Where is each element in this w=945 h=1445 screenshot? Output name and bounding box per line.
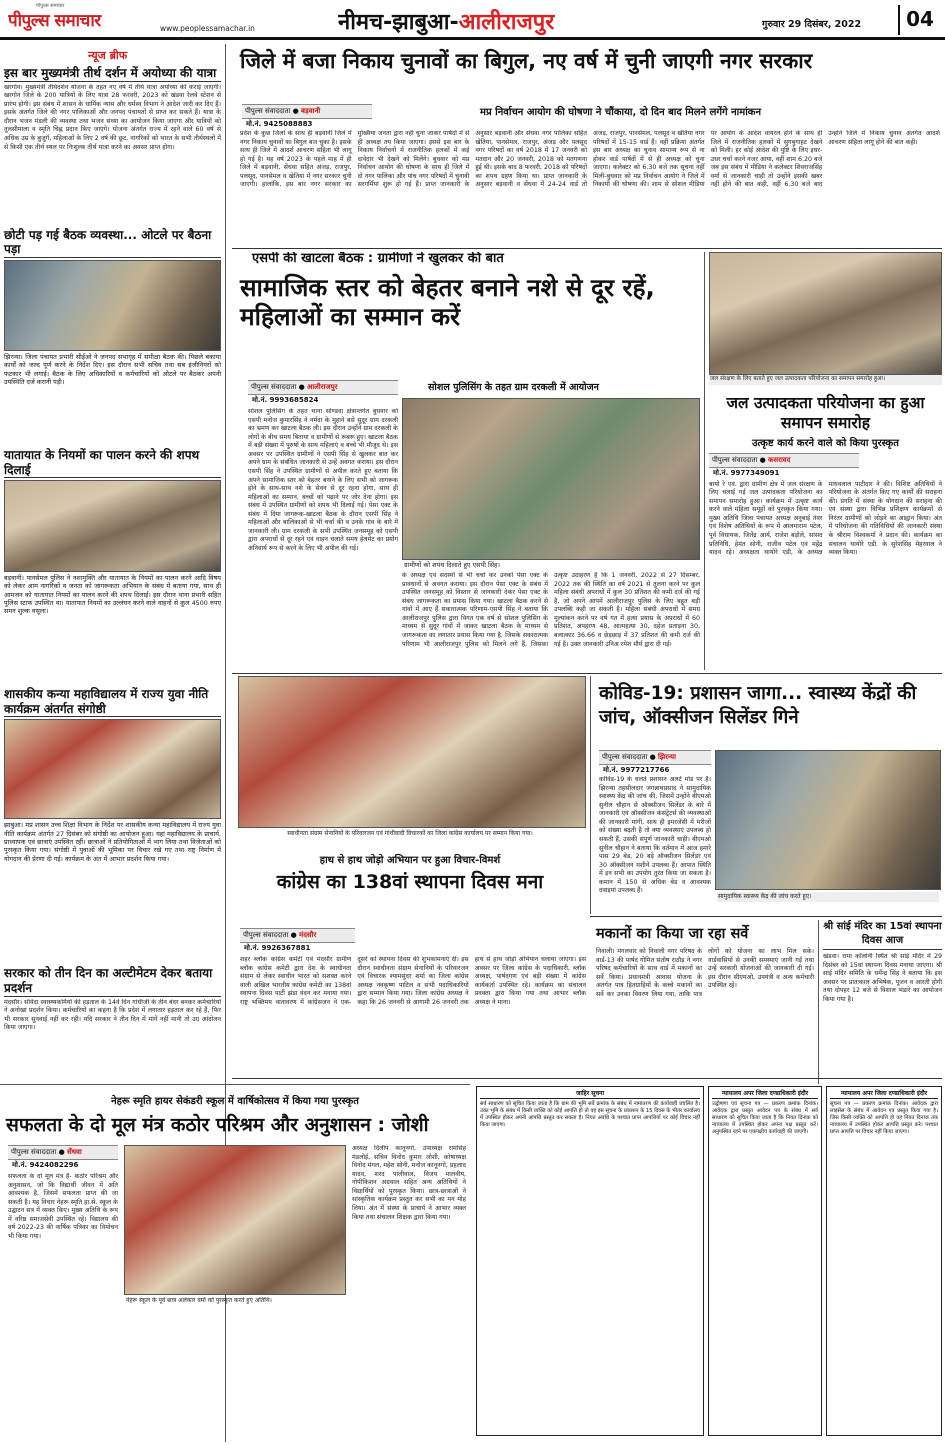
masthead-date: गुरुवार 29 दिसंबर, 2022 bbox=[762, 19, 862, 30]
brief-item2-title: छोटी पड़ गई बैठक व्यवस्था... ओटले पर बैठना पड़ा bbox=[4, 228, 221, 258]
lead-byline-box: पीपुल्स संवाददाता ● बड़वानी मो.नं. 9425088883 bbox=[242, 104, 372, 129]
brief-item4-title: शासकीय कन्या महाविद्यालय में राज्य युवा नीति कार्यक्रम अंतर्गत संगोष्ठी bbox=[4, 687, 221, 717]
sp-place: आलीराजपुर bbox=[307, 383, 338, 391]
covid-byline-box: पीपुल्स संवाददाता ● झिरन्या मो.नं. 9977217766 bbox=[599, 750, 711, 775]
covid-body: कोविड-19 के चलते प्रशासन अलर्ट मोड पर है। झिरन्या तहसीलदार जगन्नाथप्रसाद ने सामुदायिक स्वास्थ्य केंद्र की जांच की, जिसमें उन्होंने बीएमओ सुनील चौहान से ऑक्सीजन सिलेंडर के बारे में जानकारी एवं ऑक्सीजन कंसंट्रेटर्स की व्यवस्थाओं की जानकारी मांगी, साथ ही इमरजेंसी में मरीजों को संख्या बढ़ती है तो क्या व्यवस्थाएं उपलब्ध हो सकती हैं, उसकी संपूर्ण जानकारी चाही। बीएमओ सुनील चौहान ने बताया कि वर्तमान में आज हमारे पास 29 बेड, 20 बड़े ऑक्सीजन सिलेंडर एवं 30 ऑक्सीजन मशीनें उपलब्ध हैं। आपात स्थिति में इन सभी का उपयोग तुरंत किया जा सकता है। कमान में 150 से अधिक बेड व आवश्यक दवाइयां उपलब्ध हैं। bbox=[599, 776, 711, 895]
sai-story bbox=[818, 920, 942, 1084]
school-place: सेंधवा bbox=[67, 1148, 82, 1156]
sp-photo-caption: ग्रामीणों को शपथ दिलाते हुए एसपी सिंह। bbox=[404, 561, 500, 569]
brief-item1-title: इस बार मुख्यमंत्री तीर्थ दर्शन में अयोध्या की यात्रा bbox=[4, 66, 221, 82]
brief-item2-photo bbox=[4, 260, 221, 351]
page-number: 04 bbox=[898, 5, 940, 35]
congress-place: मंदसौर bbox=[299, 931, 317, 939]
court-notice-1-body: उद्घोषणा एवं सूचना पत्र — प्रकरण क्रमांक दिनांक। आवेदक द्वारा प्रस्तुत आवेदन पत्र के संबंध में सर्व साधारण को सूचित किया जाता है कि नियत दिनांक को न्यायालय में उपस्थित होकर अपना पक्ष प्रस्तुत करें। अनुपस्थित रहने पर एकपक्षीय कार्यवाही की जाएगी। bbox=[712, 1101, 818, 1136]
covid-place: झिरन्या bbox=[658, 753, 676, 761]
school-headline: सफलता के दो मूल मंत्र कठोर परिश्रम और अनुशासन : जोशी bbox=[6, 1114, 429, 1136]
lead-body: प्रदेश के कुछ जिलों के साथ ही बड़वानी जिले में नगर निकाय चुनावों का बिगुल बज चुका है। इसके साथ ही जिले में आदर्श आचरण संहिता भी लागू हो गई है। यह वर्ष 2023 के पहले माह में ही जिले में बड़वानी, सेंधवा सहित अंजड़, राजपुर, पलसूद, पानसेमल व खेतिया में नगर सरकार चुनी जाएगी। हालांकि, इस बार नगर सरकार का मुख्यिया जनता द्वारा नहीं चुना जाकर पार्षदों में से ही अध्यक्ष तय किया जाएगा। इससे इस बार के निकाय निर्वाचनों में राजनीतिक हलकों में कई दावेदार भी देखने को मिलेंगे। बुधवार को मप्र निर्वाचन आयोग की घोषणा के साथ ही जिले में दो नगर पालिका और पांच नगर परिषदों में चुनावी सरगर्मियां शुरू हो गई हैं। प्राप्त जानकारी के अनुसार बड़वानी और सेंधवा नगर पालिका सहित खेतिया, पानसेमल, राजपुर, अंजड़ और पलसूद नगर परिषदों का वर्ष 2018 में 17 जनवरी को मतदान और 20 जनवरी, 2018 को मतगणना हुई थी। इसके बाद 8 फरवरी, 2018 को परिषदों का शपथ ग्रहण किया था। प्राप्त जानकारी के अनुसार बड़वानी व सेंधवा में 24-24 वार्ड तो अंजड़, राजपुर, पानसेमल, पलसूद व खेतिया नगर परिषदों में 15-15 वार्ड हैं। वहीं प्रक्रिया अंतर्गत इस बार अध्यक्ष का चुनाव सामान्य रूप से ना होकर वार्ड पार्षदों में से ही अध्यक्ष को चुना जाएगा। कलेक्टर को 6.30 बजे तक सूचना नहीं मिली-बुधवार को मप्र निर्वाचन आयोग ने जिले में निकायों की घोषणा की। शाम से सोशल मीडिया पर आयोग के आदेश वायरल होने के साथ ही जिले में राजनीतिक हलकों में सुगबुगाहट देखने को मिली। हर कोई आदेश की पुष्टि के लिए इधर-उधर चर्चा करने नजर आया, वहीं शाम 6.20 बजे जब इस संबंध में मीडिया ने कलेक्टर शिवराजसिंह वर्मा से जानकारी चाही तो उन्होंने इसकी खबर नहीं होने की बात कही, वहीं 6.30 बजे बाद उन्होंने जिले में निकाय चुनाव अंतर्गत आदर्श आचरण संहिता लागू होने की बात कही। bbox=[240, 130, 940, 189]
water-headline: जल उत्पादकता परियोजना का हुआ समापन समारोह bbox=[726, 393, 925, 432]
water-deck: उत्कृष्ट कार्य करने वाले को किया पुरस्कृत bbox=[752, 437, 899, 449]
court-notice-1 bbox=[708, 1086, 822, 1436]
edition-red: आलीराजपुर bbox=[458, 10, 555, 35]
brief-item4-caption: झाबुआ। मप्र शासन उच्च शिक्षा विभाग के निर्देश पर शासकीय कन्या महाविद्यालय में राज्य युवा नीति कार्यक्रम अंतर्गत 27 दिसंबर को संगोष्ठी का आयोजन हुआ। यहां महाविद्यालय के प्राचार्य, प्राध्यापक एवं छात्राएं उपस्थित रहीं। छात्राओं ने प्रतियोगिताओं में भाग लिया तथा विजेताओं को पुरस्कृत किया गया। संगोष्ठी में युवाओं की भूमिका पर विचार रखे गए तथा राष्ट्र निर्माण में योगदान की प्रेरणा दी गई। कार्यक्रम के अंत में आभार प्रदर्शन किया गया। bbox=[4, 821, 221, 863]
congress-photo-caption: स्वाधीनता संग्राम सेनानियों के परिवारजन एवं गांधीवादी विचारकों का जिला कांग्रेस कार्यालय पर सम्मान किया गया। bbox=[287, 830, 533, 837]
sp-mobile: मो.नं. 9993685824 bbox=[252, 395, 319, 404]
divider bbox=[232, 1078, 942, 1079]
masthead-edition bbox=[338, 6, 668, 36]
school-mobile: मो.नं. 9424082296 bbox=[12, 1160, 79, 1169]
court-notice-2-body: सूचना पत्र — प्रकरण क्रमांक दिनांक। आवेदक द्वारा लाइसेंस के संबंध में आवेदन पत्र प्रस्तुत किया गया है। जिस किसी व्यक्ति को आपत्ति हो वह नियत दिनांक तक न्यायालय में उपस्थित होकर आपत्ति प्रस्तुत करे। पश्चात प्राप्त आपत्ति पर विचार नहीं किया जाएगा। bbox=[830, 1101, 938, 1136]
school-kicker: नेहरू स्मृति हायर सेकंडरी स्कूल में वार्षिकोत्सव में किया गया पुरस्कृत bbox=[111, 1096, 359, 1107]
lead-story bbox=[232, 44, 942, 246]
sp-byline-box: पीपुल्स संवाददाता ● आलीराजपुर मो.नं. 9993685824 bbox=[248, 380, 398, 405]
congress-photo bbox=[238, 676, 586, 828]
sai-body: खंडवा। रामा कॉलोनी स्थित श्री सांई मंदिर में 29 दिसंबर को 15वां स्थापना दिवस मनाया जाएगा। श्री सांई मंदिर समिति के धर्मेन्द्र सिंह ने बताया कि इस अवसर पर प्रातःकाल अभिषेक, पूजन व आरती होगी तथा दोपहर 12 बजे से विशाल भंडारे का आयोजन किया गया है। bbox=[823, 953, 942, 1003]
water-mobile: मो.नं. 9977349091 bbox=[713, 468, 780, 477]
court-notice-2-head: न्यायालय अपर जिला दण्डाधिकारी इंदौर bbox=[830, 1090, 938, 1099]
covid-headline: कोविड-19: प्रशासन जागा... स्वास्थ्य केंद्रों की जांच, ऑक्सीजन सिलेंडर गिने bbox=[599, 683, 917, 728]
brief-item5-title: सरकार को तीन दिन का अल्टीमेटम देकर बताया प्रदर्शन bbox=[4, 966, 221, 996]
congress-kicker: हाथ से हाथ जोड़ो अभियान पर हुआ विचार-विमर्श bbox=[319, 854, 501, 866]
congress-byline-box: पीपुल्स संवाददाता ● मंदसौर मो.नं. 9926367881 bbox=[240, 928, 355, 953]
brief-item3-title: यातायात के नियमों का पालन करने की शपथ दिलाई bbox=[4, 448, 221, 478]
brief-item3-caption: बड़वानी। पानसेमल पुलिस ने नशामुक्ति और यातायात के नियमों का पालन करने आदि विषय को लेकर आम नागरिकों व जनता को जागरूकता अभियान के संबंध में बताया गया, साथ ही आमजन को यातायात नियमों का पालन करने की शपथ दिलाई। इस दौरान थाना प्रभारी सहित पुलिस स्टाफ उपस्थित था। यातायात नियमों का उल्लंघन करने वाले वाहनों से कुल 4500 रुपए समन शुल्क वसूला। bbox=[4, 574, 221, 616]
covid-story bbox=[590, 676, 942, 914]
masthead-website: www.peoplessamachar.in bbox=[160, 24, 255, 33]
congress-byline: पीपुल्स संवाददाता bbox=[243, 931, 289, 939]
brief-item3-photo bbox=[4, 480, 221, 572]
school-body-left: सफलता के दो मूल मंत्र हैं- कठोर परिश्रम और अनुशासन, जो कि विद्यार्थी जीवन में अति आवश्यक है, जिसमें सफलता प्राप्त की जा सकती है। यह विचार नेहरू स्मृति हा.से. स्कूल के उद्घाटन सत्र में व्यक्त किए। मुख्य अतिथि के रूप में वरिष्ठ समाजसेवी उपस्थित रहे। विद्यालय की वर्ष 2022-23 की वार्षिक पत्रिका का विमोचन भी किया गया। bbox=[8, 1173, 118, 1240]
court-notice-1-head: न्यायालय अपर जिला दण्डाधिकारी इंदौर bbox=[712, 1090, 818, 1099]
water-photo-caption: जल संरक्षण के लिए बताते हुए जल उत्पादकता परियोजना का समापन समारोह हुआ। bbox=[709, 375, 942, 385]
lead-deck: मप्र निर्वाचन आयोग की घोषणा ने चौंकाया, दो दिन बाद मिलने लगेंगे नामांकन bbox=[480, 107, 762, 118]
school-story bbox=[0, 1084, 470, 1442]
sp-photo bbox=[402, 398, 700, 560]
logo-tag: पीपुल्स समाचार bbox=[36, 3, 65, 9]
sai-headline: श्री सांई मंदिर का 15वां स्थापना दिवस आज bbox=[823, 920, 942, 950]
brief-item5-body: मंदसौर। संविदा स्वास्थ्यकर्मियों की हड़ताल के 14वें दिन गांधीजी के तीन बंदर बनकर कर्मचारियों ने अनोखा प्रदर्शन किया। कर्मचारियों का कहना है कि प्रदेश में लगातार हड़ताल कर रहे हैं, फिर भी सरकार सुनवाई नहीं कर रही। यदि सरकार ने तीन दिन में मांगें नहीं मानी तो उग्र आंदोलन किया जाएगा। bbox=[4, 998, 221, 1032]
sp-byline: पीपुल्स संवाददाता bbox=[251, 383, 297, 391]
sp-deck: सोशल पुलिसिंग के तहत ग्राम दरकली में आयोजन bbox=[428, 382, 599, 393]
brief-item1-body: खरगोन। मुख्यमंत्री तीर्थदर्शन योजना के तहत नए वर्ष में तीर्थ यात्रा अयोध्या की कराई जाएगी। खरगोन जिले के 200 यात्रियों के लिए यात्रा 28 फरवरी, 2023 को खंडवा रेलवे स्टेशन से प्रारंभ होगी। इस संबंध में शासन के धार्मिक न्यास और धर्मस्व विभाग ने आदेश जारी कर दिए हैं। इसके अंतर्गत जिले की नगर पालिकाओं और जनपद पंचायतों से प्राप्त कर सकते हैं। यात्रा के दौरान भजन मंडली की व्यवस्था तथा भजन संध्या का आयोजन किया जाएगा और यात्रियों को तुलसीमाला व स्मृति चिह्न प्रदान किए जाएंगे। योजना अंतर्गत राज्य में रहने वाले 60 वर्ष से अधिक उम्र के बुजुर्ग, महिलाओं के लिए 2 वर्ष की छूट, नागरिकों को भारत के सभी तीर्थस्थलों में से किसी एक तीर्थ स्थल पर निःशुल्क तीर्थ यात्रा करने का अवसर प्राप्त होगा। bbox=[4, 83, 221, 151]
water-body: बायो रे एवं. द्वारा ग्रामीण क्षेत्र में जल संरक्षण के लिए चलाई गई जल उत्पादकता परियोजना का समापन समारोह हुआ। कार्यक्रम में उत्कृष्ट कार्य करने वाले महिला समूहों को पुरस्कृत किया गया। मुख्य अतिथि जिला पंचायत अध्यक्ष अनुबाई तंवर एवं विशेष अतिथियों के रूप में आलमाराम पटेल, पूर्व विधायक, जितेंद्र आर्य, राजेश बड़ोले, सांसद प्रतिनिधि, हेमंत सोनी, राजीव पटेल एवं महेंद्र यादव रहे। अध्यक्षता थायोरे एडी, के अध्यक्ष माधवलाल पाटीदार ने की। विशिष्ट अतिथियों ने परियोजना के अंतर्गत किए गए कार्यों की सराहना की। प्रगति में संस्था के योगदान की सराहना की एवं संस्था द्वारा विभिन्न प्रशिक्षण कार्यक्रमों से निरंतर ग्रामीणों को जोड़ने का आह्वान किया। अंत में परियोजना की गतिविधियों की जानकारी संस्था के श्रीराम विश्वकर्मा ने प्रदान की। कार्यक्रम का संचालन थायोरे एडी. के सुरेशसिंह मेहरवाल ने व्यक्त किया। bbox=[709, 480, 942, 557]
survey-headline: मकानों का किया जा रहा सर्वे bbox=[596, 926, 749, 942]
brief-item2-caption: झिरन्या। जिला पंचायत प्रभारी सीईओ ने जनपद सभागृह में समीक्षा बैठक की। पिछले बकाया कार्यों को जल्द पूर्ण करने के निर्देश दिए। इस दौरान सभी सचिव तथा सब इंजीनियरों को फटकार भी लगाई। बैठक के लिए अधिकारियों व कर्मचारियों को ओटले पर बैठकर अपनी उपस्थिति दर्ज करानी पड़ी। bbox=[4, 352, 221, 386]
divider bbox=[232, 673, 942, 674]
water-story bbox=[704, 252, 942, 670]
school-byline: पीपुल्स संवाददाता bbox=[11, 1148, 57, 1156]
lead-byline: पीपुल्स संवाददाता bbox=[245, 107, 291, 115]
water-byline-box: पीपुल्स संवाददाता ● कसरावद मो.नं. 9977349091 bbox=[709, 453, 859, 478]
survey-body: निवाली। मंगलवार को निवाली नगर परिषद के वार्ड-13 की पार्षद गोमित संतोष राठौड़ ने नगर परिषद कर्मचारियों के साथ वार्ड में मकानों का सर्वे किया। प्रधानमंत्री आवास योजना के अंतर्गत पात्र हितग्राहियों के कच्चे मकानों का सर्वे कर उनका विवरण लिया गया, ताकि पात्र लोगों को योजना का लाभ मिल सके। वार्डवासियों से उनकी समस्याएं जानी गईं तथा उन्हें सरकारी योजनाओं की जानकारी दी गई। इस दौरान सीएमओ, उपयंत्री व अन्य कर्मचारी उपस्थित रहे। bbox=[596, 948, 814, 999]
school-photo bbox=[124, 1145, 346, 1295]
lead-place: बड़वानी bbox=[301, 107, 321, 115]
sp-body-right: के अध्यक्ष एवं सदस्यों से भी चर्चा कर उनको पेसा एक्ट के प्रावधानों से अवगत कराया। इस दौरान पेसा एक्ट के संबंध में उपस्थित जनसमूह को विस्तार से जानकारी देकर पेसा एक्ट के संबंध जागरूकता का प्रयास किया गया। खाटला बैठक करने से गांवों में आए हैं सकारात्मक परिणाम-एसपी सिंह ने बताया कि आलीराजपुर पुलिस द्वारा विगत एक वर्ष से सोशल पुलिसिंग के माध्यम से सुदूर गांवों में जाकर खाटला बैठक के माध्यम से जागरूकता का लगातार प्रयास किया गया है, जिसके सकारात्मक परिणाम भी आलीराजपुर पुलिस को मिलने लगे हैं, जिसका उत्कृष्ट उदाहरण है कि 1 जनवरी, 2022 से 27 दिसम्बर, 2022 तक की स्थिति का वर्ष 2021 से तुलना करने पर कुल महिला संबंधी अपराधों में कुल 30 प्रतिशत की कमी दर्ज की गई है, जो अपने आपमें आलीराजपुर पुलिस के लिए बहुत बड़ी उपलब्धि कही जा सकती है। महिला संबंधी अपराधों में समग्र मूल्यांकन करने पर वर्ष गत में हत्या प्रयास के अपराधों में 60 प्रतिशत, अपहरण 48, आत्महत्या 30, दहेज प्रताड़ना 30, बलात्कार 36.66 व छेड़छाड़ में 37 प्रतिशत की कमी दर्ज की गई है। उक्त जानकारी उनिअ रमेश मौर्य द्वारा दी गई। bbox=[402, 572, 700, 648]
lead-headline: जिले में बजा निकाय चुनावों का बिगुल, नए वर्ष में चुनी जाएगी नगर सरकार bbox=[240, 49, 813, 73]
water-photo bbox=[709, 252, 942, 375]
divider bbox=[232, 248, 942, 249]
brief-item4-photo bbox=[4, 719, 221, 819]
logo-wordmark: पीपुल्स समाचार bbox=[8, 11, 101, 31]
sp-body-left: सोशल पुलिसिंग के तहत थाना सोण्डवा क्षेत्रान्तर्गत बुधवार को एसपी मनोज कुमारसिंह ने नर्मदा के मुहाने बसे सुदूर ग्राम दरकली का भ्रमण कर खाटला बैठक ली। इस दौरान उन्होंने ग्राम दरकली के लोगों के बीच समय बिताया व ग्रामीणों से रूबरू हुए। खाटला बैठक में बड़ी संख्या में पुरुषों के साथ महिलाएं व बच्चे भी मौजूद थे। इस अवसर पर उपस्थित ग्रामीणों ने एसपी सिंह से खुलकर बात कर अपने ग्राम के संबंधित जानकारी से उन्हें अवगत कराया। इस दौरान एसपी सिंह ने उपस्थित ग्रामीणों से अपील करते हुए बताया कि अपने सामाजिक स्तर को बेहतर बनाने के लिए सभी को जागरूक होने के साथ-साथ नशे के सेवन से दूर रहना होगा, साथ ही महिलाओं का सम्मान, बच्चों को पढ़ाने पर जोर देना होगा। इस संबंध में उपस्थित ग्रामीणों को शपथ भी दिलाई गई। पेसा एक्ट के संबंध में दिया जागरूक-खाटला बैठक के दौरान एसपी सिंह ने महिलाओं और बालिकाओं से भी चर्चा की व उनके गांव के बारे में जानकारी ली। ग्राम दरकली के सभी उपस्थित जनसमूह को एसपी द्वारा अपराधों से दूर रहने एवं वाहन चलाते समय हेलमेट का प्रयोग अनिवार्य रूप से करने के लिए भी अपील की गई। bbox=[248, 408, 398, 552]
survey-story bbox=[592, 920, 818, 1084]
public-notice-body: सर्व साधारण को सूचित किया जाता है कि ग्राम की भूमि सर्वे क्रमांक के संबंध में नामांतरण की कार्यवाही प्रचलित है। उक्त भूमि के संबंध में किसी व्यक्ति को कोई आपत्ति हो तो वह इस सूचना के प्रकाशन के 15 दिवस के भीतर कार्यालय में उपस्थित होकर अपनी आपत्ति प्रस्तुत कर सकता है। नियत अवधि के पश्चात प्राप्त आपत्तियों पर कोई विचार नहीं किया जाएगा। bbox=[480, 1101, 700, 1129]
lead-mobile: मो.नं. 9425088883 bbox=[246, 119, 313, 128]
sp-headline: सामाजिक स्तर को बेहतर बनाने नशे से दूर रहें, महिलाओं का सम्मान करें bbox=[240, 272, 655, 331]
school-body-right: अध्यक्ष दिलीप कानूनगो, उपाध्यक्ष रामसिंह मंडलोई, सचिव विनोद कुमार जोशी, कोषाध्यक्ष विनोद मंगल, महेश सोनी, मनोज कानूनगो, प्रहलाद यादव, शरद पालीवाल, विजय मालवीय, गोपीकिशन अग्रवाल सहित अन्य अतिथियों ने विद्यार्थियों को पुरस्कृत किया। छात्र-छात्राओं ने सांस्कृतिक कार्यक्रम प्रस्तुत कर सभी का मन मोह लिया। अंत में संस्था के प्राचार्य ने आभार व्यक्त किया तथा संचालन शिक्षक द्वारा किया गया। bbox=[352, 1145, 466, 1221]
water-byline: पीपुल्स संवाददाता bbox=[712, 455, 758, 464]
divider bbox=[590, 916, 942, 917]
sp-kicker: एसपी की खाटला बैठक : ग्रामीणों ने खुलकर की बात bbox=[252, 252, 504, 266]
school-photo-caption: नेहरू स्कूल के पूर्व छात्र अलंकार वर्मा को पुरस्कृत करते हुए अतिथि। bbox=[126, 1297, 272, 1304]
covid-photo-caption: सामुदायिक स्वास्थ्य केंद्र की जांच करते हुए। bbox=[717, 892, 939, 902]
congress-headline: कांग्रेस का 138वां स्थापना दिवस मना bbox=[276, 870, 544, 893]
congress-body: शहर ब्लॉक कांग्रेस कमेटी एवं मंदसौर ग्रामीण ब्लॉक कांग्रेस कमेटी द्वारा देश के स्वाधीनता संग्राम से लेकर स्वाधीन भारत को सशक्त करने वाली अखिल भारतीय कांग्रेस कमेटी का 138वां स्थापना दिवस पार्टी झंडा वंदन कर मनाया गया। राष्ट्र भक्तिमय वातावरण में कांग्रेसजन ने एक-दूसरे को स्थापना दिवस की शुभकामनाएं दी। इस दौरान स्वाधीनता संग्राम सेनानियों के परिवारजन एवं विचारक श्यामसुंदर शर्मा का जिला कांग्रेस अध्यक्ष नवकृष्ण पाटिल व सभी पदाधिकारियों द्वारा सम्मान किया गया। जिला कांग्रेस अध्यक्ष ने कहा कि 26 जनवरी से आगामी 26 जनवरी तक हाथ से हाथ जोड़ो अभियान चलाया जाएगा। इस अवसर पर जिला कांग्रेस के पदाधिकारी, ब्लॉक अध्यक्ष, पार्षदगण एवं बड़ी संख्या में कांग्रेस कार्यकर्ता उपस्थित रहे। कार्यक्रम का संचालन प्रवक्ता द्वारा किया गया तथा आभार ब्लॉक अध्यक्ष ने माना। bbox=[240, 956, 586, 1006]
covid-photo bbox=[715, 750, 941, 890]
covid-mobile: मो.नं. 9977217766 bbox=[603, 765, 670, 774]
congress-mobile: मो.नं. 9926367881 bbox=[244, 943, 311, 952]
sp-story bbox=[232, 252, 702, 670]
school-byline-box: पीपुल्स संवाददाता ● सेंधवा मो.नं. 9424082296 bbox=[8, 1145, 118, 1170]
congress-story bbox=[232, 676, 588, 1076]
brief-label: न्यूज ब्रीफ bbox=[88, 49, 128, 62]
edition-black: नीमच-झाबुआ- bbox=[338, 10, 459, 35]
public-notice-label: जाहिर सूचना bbox=[480, 1090, 700, 1099]
court-notice-2 bbox=[826, 1086, 942, 1436]
water-place: कसरावद bbox=[768, 455, 791, 464]
masthead-logo bbox=[8, 3, 153, 33]
covid-byline: पीपुल्स संवाददाता bbox=[602, 753, 648, 761]
public-notice bbox=[476, 1086, 704, 1436]
masthead bbox=[0, 0, 945, 40]
